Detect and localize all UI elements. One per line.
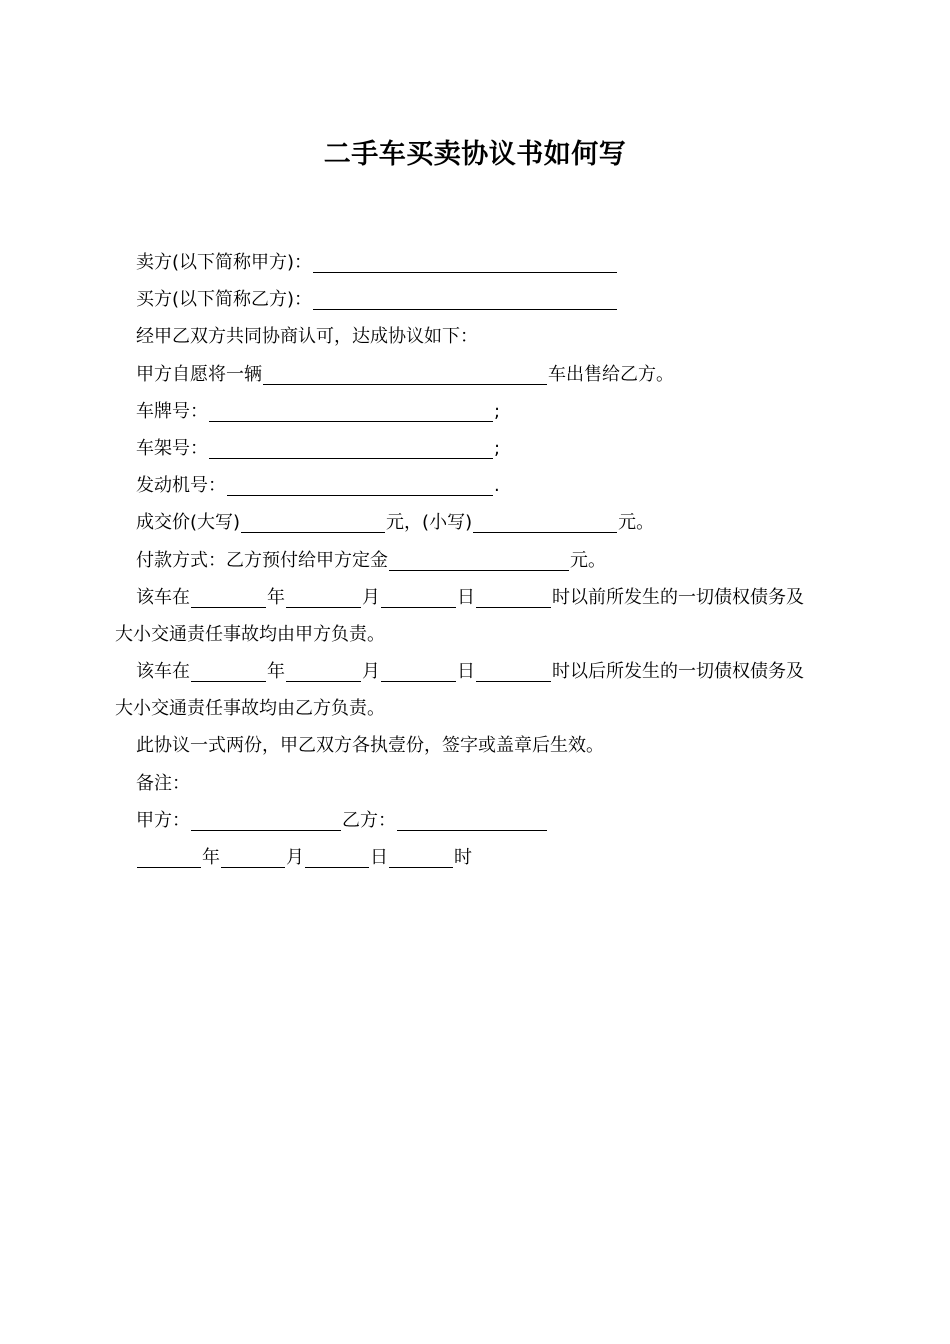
month-label: 月 xyxy=(362,661,380,683)
sale-prefix: 甲方自愿将一辆 xyxy=(136,363,262,385)
signature-line xyxy=(115,802,845,839)
remarks-label: 备注： xyxy=(136,772,190,794)
seller-label: 卖方(以下简称甲方)： xyxy=(136,252,313,273)
before-suffix: 时以前所发生的一切债权债务及 xyxy=(552,586,804,608)
after-suffix: 时以后所发生的一切债权债务及 xyxy=(552,661,804,683)
plate-blank[interactable] xyxy=(209,401,493,422)
sign-day-blank[interactable] xyxy=(305,847,369,868)
consensus-text: 经甲乙双方共同协商认可，达成协议如下： xyxy=(136,326,478,348)
before-cont-text: 大小交通责任事故均由甲方负责。 xyxy=(115,623,385,645)
price-yuan: 元。 xyxy=(618,512,655,534)
frame-semicolon: ; xyxy=(494,437,501,459)
price-figures-blank[interactable] xyxy=(473,512,617,533)
sign-hour-blank[interactable] xyxy=(389,847,453,868)
payment-label: 付款方式：乙方预付给甲方定金 xyxy=(136,549,388,571)
engine-period: . xyxy=(494,475,500,497)
year-label: 年 xyxy=(267,661,285,683)
deposit-blank[interactable] xyxy=(389,550,569,571)
sign-year-blank[interactable] xyxy=(137,847,201,868)
party-b-signature-blank[interactable] xyxy=(397,810,547,831)
after-month-blank[interactable] xyxy=(286,661,361,682)
agreement-body xyxy=(115,244,845,876)
sale-line xyxy=(115,356,845,393)
party-a-signature-blank[interactable] xyxy=(191,810,341,831)
before-hour-blank[interactable] xyxy=(476,587,551,608)
consensus-line xyxy=(115,318,845,355)
price-words-blank[interactable] xyxy=(241,512,385,533)
car-at-label: 该车在 xyxy=(136,586,190,608)
engine-blank[interactable] xyxy=(227,475,493,496)
sign-date-line xyxy=(115,839,845,876)
party-a-label: 甲方： xyxy=(136,809,190,831)
frame-blank[interactable] xyxy=(209,438,493,459)
after-year-blank[interactable] xyxy=(191,661,266,682)
remarks-line xyxy=(115,765,845,802)
day-label: 日 xyxy=(457,586,475,608)
document-title: 二手车买卖协议书如何写 xyxy=(323,139,627,170)
price-mid: 元，(小写) xyxy=(386,512,473,534)
before-day-blank[interactable] xyxy=(381,587,456,608)
after-responsibility-line xyxy=(115,653,845,690)
car-at-label: 该车在 xyxy=(136,661,190,683)
copies-text: 此协议一式两份，甲乙双方各执壹份，签字或盖章后生效。 xyxy=(136,735,604,757)
seller-line xyxy=(115,244,845,281)
plate-semicolon: ; xyxy=(494,400,501,422)
buyer-label: 买方(以下简称乙方)： xyxy=(136,289,313,311)
after-responsibility-cont xyxy=(115,690,845,727)
before-responsibility-cont xyxy=(115,616,845,653)
seller-blank[interactable] xyxy=(313,252,617,273)
sign-hour-label: 时 xyxy=(454,847,472,868)
vehicle-model-blank[interactable] xyxy=(263,364,547,385)
engine-line xyxy=(115,467,845,504)
plate-line xyxy=(115,393,845,430)
sign-month-label: 月 xyxy=(286,847,304,868)
price-label: 成交价(大写) xyxy=(136,512,241,534)
after-hour-blank[interactable] xyxy=(476,661,551,682)
price-line xyxy=(115,504,845,541)
sign-month-blank[interactable] xyxy=(221,847,285,868)
party-b-label: 乙方： xyxy=(342,809,396,831)
payment-yuan: 元。 xyxy=(570,549,606,571)
sale-suffix: 车出售给乙方。 xyxy=(548,363,674,385)
frame-line xyxy=(115,430,845,467)
sign-day-label: 日 xyxy=(370,847,388,868)
after-day-blank[interactable] xyxy=(381,661,456,682)
year-label: 年 xyxy=(267,586,285,608)
buyer-blank[interactable] xyxy=(313,289,617,310)
month-label: 月 xyxy=(362,586,380,608)
before-month-blank[interactable] xyxy=(286,587,361,608)
frame-label: 车架号： xyxy=(136,437,208,459)
payment-line xyxy=(115,542,845,579)
plate-label: 车牌号： xyxy=(136,400,208,422)
sign-year-label: 年 xyxy=(202,847,220,868)
copies-line xyxy=(115,727,845,764)
day-label: 日 xyxy=(457,661,475,683)
before-year-blank[interactable] xyxy=(191,587,266,608)
after-cont-text: 大小交通责任事故均由乙方负责。 xyxy=(115,698,385,720)
before-responsibility-line xyxy=(115,579,845,616)
engine-label: 发动机号： xyxy=(136,475,226,497)
buyer-line xyxy=(115,281,845,318)
